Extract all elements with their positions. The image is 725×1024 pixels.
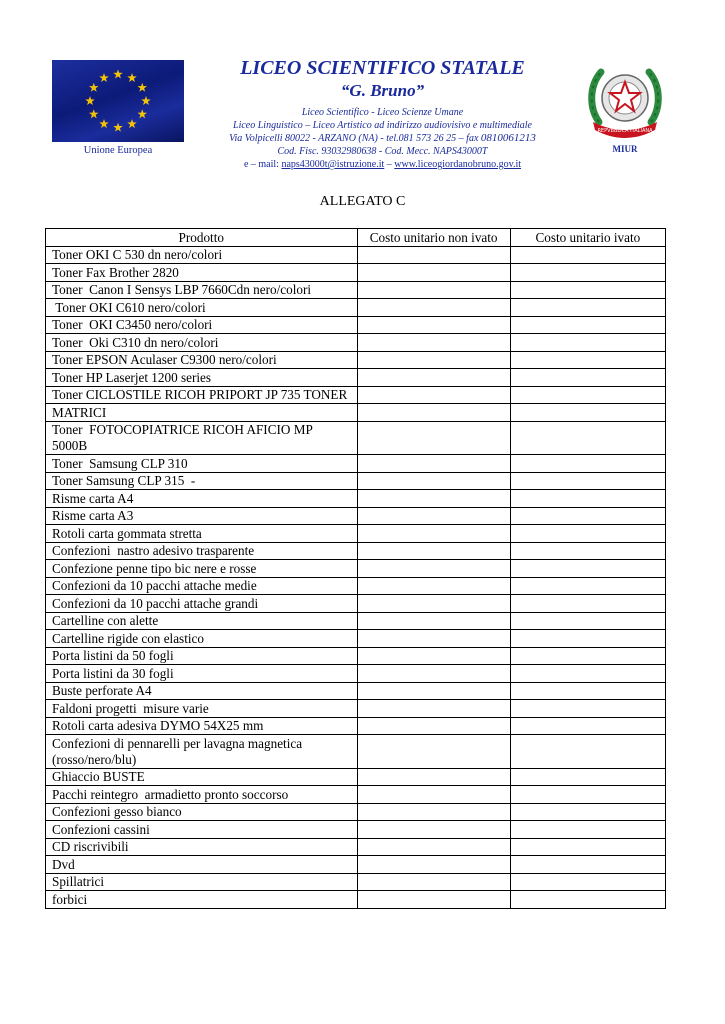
table-row [46,577,666,595]
table-row [46,299,666,317]
eu-star-icon [89,83,99,92]
cost-non-ivato-cell[interactable] [357,246,510,264]
table-row [46,856,666,874]
product-name-cell: Confezioni di pennarelli per lavagna magnetica (rosso/nero/blu) [46,735,358,769]
italian-republic-emblem-icon [585,60,665,145]
cost-non-ivato-cell[interactable] [357,856,510,874]
eu-star-icon [99,73,109,82]
cost-ivato-cell[interactable] [510,735,665,769]
cost-non-ivato-cell[interactable] [357,682,510,700]
school-header [205,56,560,171]
table-row [46,404,666,422]
cost-ivato-cell[interactable] [510,507,665,525]
cost-ivato-cell[interactable] [510,856,665,874]
table-row [46,647,666,665]
eu-flag-icon [52,60,184,142]
cost-non-ivato-cell[interactable] [357,735,510,769]
eu-star-icon [113,123,123,132]
address-text: Via Volpicelli 80022 - ARZANO (NA) - tel.081 573 26 25 – fax [229,133,481,144]
eu-star-icon [137,83,147,92]
cost-ivato-cell[interactable] [510,472,665,490]
eu-caption: Unione Europea [83,145,153,156]
product-name-cell: Rotoli carta adesiva DYMO 54X25 mm [46,717,358,735]
table-row [46,786,666,804]
table-row [46,316,666,334]
table-row [46,821,666,839]
eu-star-icon [89,109,99,118]
header-line-1: Liceo Scientifico - Liceo Scienze Umane [301,107,464,118]
cost-ivato-cell[interactable] [510,316,665,334]
header-line-5 [205,158,560,171]
cost-ivato-cell[interactable] [510,665,665,683]
product-name-cell: Confezioni da 10 pacchi attache grandi [46,595,358,613]
product-name-cell: Risme carta A4 [46,490,358,508]
table-header-row [46,229,666,247]
cost-non-ivato-cell[interactable] [357,803,510,821]
product-name-cell: Confezione penne tipo bic nere e rosse [46,560,358,578]
cost-ivato-cell[interactable] [510,299,665,317]
document-title: ALLEGATO C [319,194,406,209]
eu-star-icon [127,119,137,128]
product-name-cell: Toner Fax Brother 2820 [46,264,358,282]
mail-prefix: e – mail: [243,159,282,170]
product-name-cell: Confezioni gesso bianco [46,803,358,821]
website-link[interactable]: www.liceogiordanobruno.gov.it [394,159,522,170]
school-name: LICEO SCIENTIFICO STATALE [240,57,525,79]
email-link[interactable]: naps43000t@istruzione.it [281,159,385,170]
emblem-ribbon-text: REPVBBLICA ITALIANA [597,128,653,134]
header-line-2: Liceo Linguistico – Liceo Artistico ad indirizzo audiovisivo e multimediale [233,120,532,131]
cost-non-ivato-cell[interactable] [357,786,510,804]
cost-ivato-cell[interactable] [510,281,665,299]
product-name-cell: Toner Samsung CLP 310 [46,455,358,473]
product-name-cell: forbici [46,891,358,909]
cost-ivato-cell[interactable] [510,768,665,786]
product-name-cell: Confezioni cassini [46,821,358,839]
product-name-cell: Toner HP Laserjet 1200 series [46,369,358,387]
cost-ivato-cell[interactable] [510,891,665,909]
cost-ivato-cell[interactable] [510,455,665,473]
table-row [46,351,666,369]
product-name-cell: Toner CICLOSTILE RICOH PRIPORT JP 735 TONER [46,386,358,404]
cost-ivato-cell[interactable] [510,873,665,891]
cost-ivato-cell[interactable] [510,786,665,804]
cost-non-ivato-cell[interactable] [357,665,510,683]
cost-non-ivato-cell[interactable] [357,647,510,665]
cost-non-ivato-cell[interactable] [357,630,510,648]
cost-ivato-cell[interactable] [510,334,665,352]
cost-non-ivato-cell[interactable] [357,700,510,718]
product-name-cell: Porta listini da 30 fogli [46,665,358,683]
cost-non-ivato-cell[interactable] [357,299,510,317]
product-name-cell: MATRICI [46,404,358,422]
cost-non-ivato-cell[interactable] [357,490,510,508]
cost-non-ivato-cell[interactable] [357,404,510,422]
eu-star-icon [85,96,95,105]
cost-non-ivato-cell[interactable] [357,560,510,578]
table-row [46,525,666,543]
table-row [46,803,666,821]
table-row [46,386,666,404]
header-costo-non-ivato: Costo unitario non ivato [357,229,510,247]
cost-non-ivato-cell[interactable] [357,595,510,613]
product-name-cell: Dvd [46,856,358,874]
table-row [46,595,666,613]
cost-ivato-cell[interactable] [510,630,665,648]
table-row [46,700,666,718]
product-name-cell: Pacchi reintegro armadietto pronto soccorso [46,786,358,804]
cost-ivato-cell[interactable] [510,700,665,718]
cost-ivato-cell[interactable] [510,821,665,839]
fax-number: 0810061213 [480,132,536,144]
cost-ivato-cell[interactable] [510,490,665,508]
cost-non-ivato-cell[interactable] [357,264,510,282]
table-row [46,768,666,786]
header-costo-ivato: Costo unitario ivato [510,229,665,247]
header-line-4: Cod. Fisc. 93032980638 - Cod. Mecc. NAPS43000T [277,146,488,157]
cost-non-ivato-cell[interactable] [357,838,510,856]
table-row [46,334,666,352]
cost-non-ivato-cell[interactable] [357,455,510,473]
eu-star-icon [141,96,151,105]
product-name-cell: Toner Samsung CLP 315 - [46,472,358,490]
table-row [46,612,666,630]
product-name-cell: Confezioni da 10 pacchi attache medie [46,577,358,595]
product-name-cell: Toner OKI C610 nero/colori [46,299,358,317]
eu-star-icon [127,73,137,82]
header-line-3 [205,132,560,145]
mail-separator: – [384,159,395,170]
cost-non-ivato-cell[interactable] [357,525,510,543]
product-name-cell: Risme carta A3 [46,507,358,525]
cost-ivato-cell[interactable] [510,369,665,387]
miur-label: MIUR [612,144,638,154]
cost-non-ivato-cell[interactable] [357,768,510,786]
cost-non-ivato-cell[interactable] [357,386,510,404]
cost-non-ivato-cell[interactable] [357,821,510,839]
cost-non-ivato-cell[interactable] [357,577,510,595]
table-row [46,717,666,735]
cost-ivato-cell[interactable] [510,612,665,630]
table-row [46,542,666,560]
table-row [46,665,666,683]
cost-ivato-cell[interactable] [510,542,665,560]
product-name-cell: Buste perforate A4 [46,682,358,700]
cost-ivato-cell[interactable] [510,803,665,821]
cost-non-ivato-cell[interactable] [357,281,510,299]
table-row [46,507,666,525]
product-name-cell: Confezioni nastro adesivo trasparente [46,542,358,560]
product-name-cell: Ghiaccio BUSTE [46,768,358,786]
table-row [46,472,666,490]
header-prodotto: Prodotto [46,229,358,247]
cost-ivato-cell[interactable] [510,560,665,578]
cost-ivato-cell[interactable] [510,264,665,282]
cost-non-ivato-cell[interactable] [357,369,510,387]
cost-non-ivato-cell[interactable] [357,542,510,560]
cost-ivato-cell[interactable] [510,386,665,404]
cost-non-ivato-cell[interactable] [357,891,510,909]
product-name-cell: Faldoni progetti misure varie [46,700,358,718]
table-row [46,630,666,648]
table-row [46,560,666,578]
product-name-cell: Toner Oki C310 dn nero/colori [46,334,358,352]
cost-ivato-cell[interactable] [510,246,665,264]
cost-ivato-cell[interactable] [510,525,665,543]
cost-non-ivato-cell[interactable] [357,717,510,735]
product-name-cell: Toner FOTOCOPIATRICE RICOH AFICIO MP 5000B [46,421,358,455]
cost-non-ivato-cell[interactable] [357,351,510,369]
eu-star-icon [99,119,109,128]
product-name-cell: Spillatrici [46,873,358,891]
table-row [46,891,666,909]
products-table [45,228,666,909]
cost-non-ivato-cell[interactable] [357,507,510,525]
table-row [46,281,666,299]
product-name-cell: CD riscrivibili [46,838,358,856]
cost-non-ivato-cell[interactable] [357,472,510,490]
cost-ivato-cell[interactable] [510,838,665,856]
product-name-cell: Toner Canon I Sensys LBP 7660Cdn nero/colori [46,281,358,299]
product-name-cell: Toner OKI C 530 dn nero/colori [46,246,358,264]
cost-ivato-cell[interactable] [510,717,665,735]
cost-ivato-cell[interactable] [510,647,665,665]
product-name-cell: Rotoli carta gommata stretta [46,525,358,543]
cost-non-ivato-cell[interactable] [357,421,510,455]
table-row [46,838,666,856]
school-subtitle: “G. Bruno” [340,81,425,100]
table-row [46,735,666,769]
cost-non-ivato-cell[interactable] [357,873,510,891]
table-row [46,264,666,282]
table-row [46,246,666,264]
product-name-cell: Porta listini da 50 fogli [46,647,358,665]
cost-non-ivato-cell[interactable] [357,612,510,630]
cost-ivato-cell[interactable] [510,595,665,613]
eu-star-icon [137,109,147,118]
product-name-cell: Cartelline rigide con elastico [46,630,358,648]
table-row [46,369,666,387]
product-name-cell: Toner OKI C3450 nero/colori [46,316,358,334]
cost-ivato-cell[interactable] [510,351,665,369]
product-name-cell: Cartelline con alette [46,612,358,630]
cost-ivato-cell[interactable] [510,682,665,700]
table-row [46,873,666,891]
table-row [46,490,666,508]
cost-ivato-cell[interactable] [510,421,665,455]
cost-ivato-cell[interactable] [510,404,665,422]
table-row [46,682,666,700]
eu-star-icon [113,69,123,78]
cost-ivato-cell[interactable] [510,577,665,595]
table-row [46,421,666,455]
cost-non-ivato-cell[interactable] [357,316,510,334]
cost-non-ivato-cell[interactable] [357,334,510,352]
product-name-cell: Toner EPSON Aculaser C9300 nero/colori [46,351,358,369]
table-row [46,455,666,473]
